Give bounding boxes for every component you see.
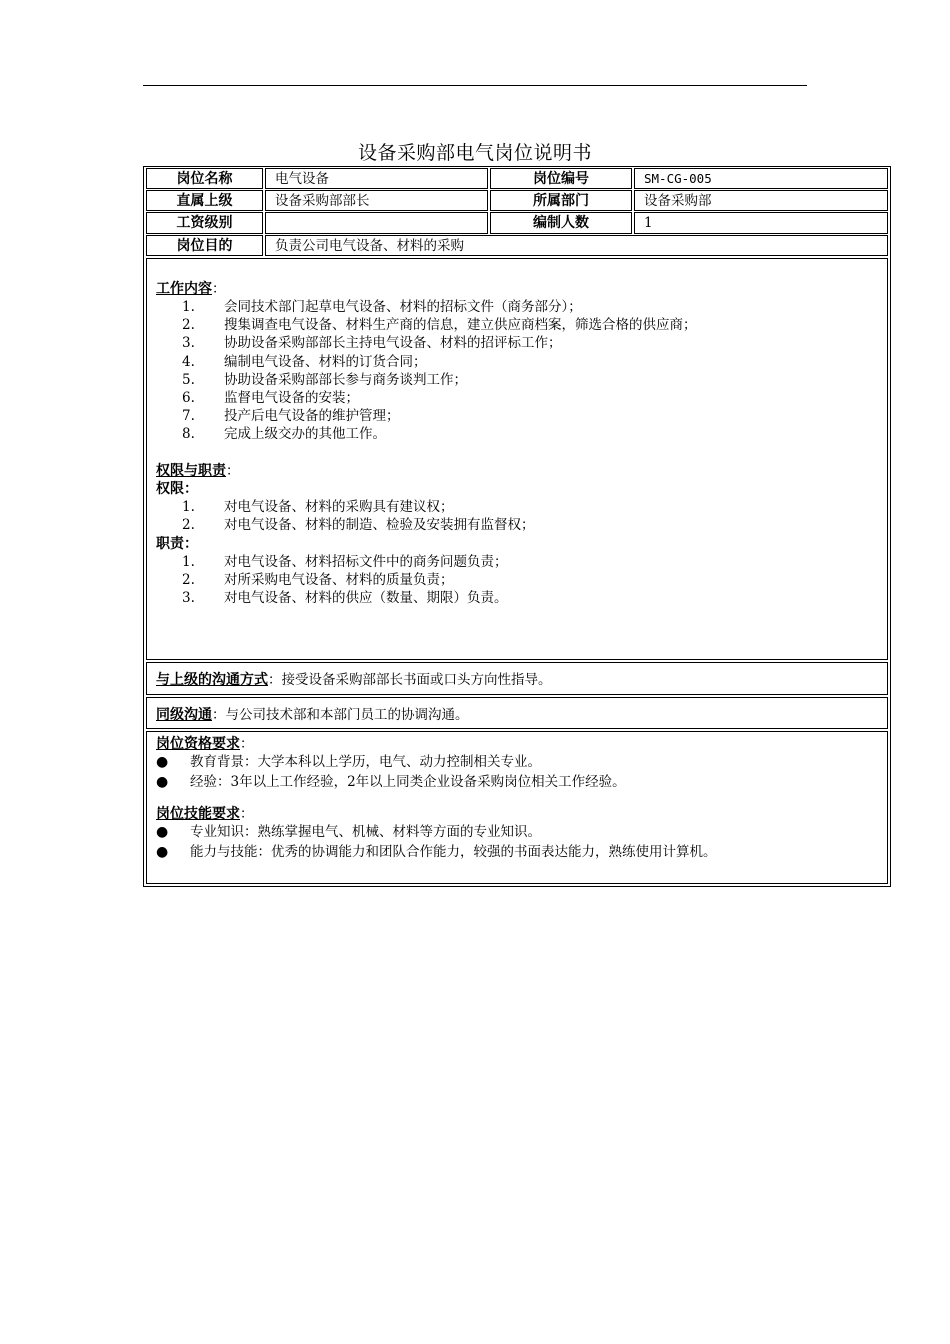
header-rule [143, 85, 807, 86]
rights-item [182, 498, 454, 516]
skill-item [156, 822, 541, 842]
work-item-number: 6. [182, 390, 195, 406]
duties-item-text: 对电气设备、材料招标文件中的商务问题负责； [224, 554, 508, 570]
work-item [182, 389, 359, 407]
work-item-text: 监督电气设备的安装； [224, 390, 359, 406]
duties-label: 职责： [156, 536, 198, 552]
bullet-icon: ● [156, 843, 169, 860]
rights-item-number: 1. [182, 499, 195, 515]
work-item-text: 协助设备采购部部长主持电气设备、材料的招评标工作； [224, 335, 562, 352]
qualification-item-text: 教育背景：大学本科以上学历，电气、动力控制相关专业。 [190, 754, 541, 770]
comm-up-heading: 与上级的沟通方式 [156, 672, 268, 688]
position-name-label: 岗位名称 [146, 168, 263, 189]
duties-item [182, 571, 454, 589]
position-code-value: SM-CG-005 [634, 168, 888, 189]
position-name-value: 电气设备 [265, 168, 488, 189]
work-item-text: 完成上级交办的其他工作。 [224, 426, 386, 443]
duties-item [182, 589, 508, 607]
duties-item-number: 3. [182, 590, 195, 606]
work-section [146, 258, 888, 660]
work-item-number: 7. [182, 408, 195, 425]
comm-peer-section [146, 697, 888, 729]
department-label: 所属部门 [490, 190, 632, 211]
qualifications-heading: 岗位资格要求 [156, 736, 240, 752]
comm-peer-text: ：与公司技术部和本部门员工的协调沟通。 [212, 707, 469, 723]
duties-item-number: 2. [182, 572, 195, 588]
work-item-text: 搜集调查电气设备、材料生产商的信息，建立供应商档案，筛选合格的供应商； [224, 317, 697, 334]
skill-item-text: 专业知识：熟练掌握电气、机械、材料等方面的专业知识。 [190, 824, 541, 840]
headcount-value: 1 [634, 212, 888, 234]
work-item-text: 会同技术部门起草电气设备、材料的招标文件（商务部分）； [224, 299, 582, 315]
duties-item-text: 对电气设备、材料的供应（数量、期限）负责。 [224, 590, 508, 606]
work-item-number: 5. [182, 371, 195, 388]
qualifications-heading-colon: ： [240, 736, 254, 752]
work-heading-colon: ： [212, 281, 226, 297]
headcount-label: 编制人数 [490, 212, 632, 234]
work-heading: 工作内容 [156, 281, 212, 297]
authority-heading-colon: ： [226, 463, 240, 479]
document-title: 设备采购部电气岗位说明书 [357, 142, 592, 164]
work-item [182, 353, 427, 371]
qualification-item [156, 772, 626, 792]
duties-item-number: 1. [182, 554, 195, 570]
skills-heading-line [156, 804, 254, 824]
skill-item-text: 能力与技能：优秀的协调能力和团队合作能力，较强的书面表达能力，熟练使用计算机。 [190, 843, 717, 860]
work-item [182, 407, 400, 425]
work-item-text: 编制电气设备、材料的订货合同； [224, 353, 427, 370]
comm-up-text: ：接受设备采购部部长书面或口头方向性指导。 [268, 672, 552, 688]
rights-item-number: 2. [182, 517, 195, 533]
work-heading-line [156, 280, 226, 298]
work-item [182, 298, 582, 316]
comm-up-section [146, 662, 888, 695]
bullet-icon: ● [156, 773, 169, 790]
qualification-item [156, 752, 541, 772]
purpose-label: 岗位目的 [146, 235, 263, 256]
comm-peer-heading: 同级沟通 [156, 707, 212, 723]
skills-heading-colon: ： [240, 806, 254, 822]
skill-item [156, 842, 717, 862]
rights-item-text: 对电气设备、材料的采购具有建议权； [224, 499, 454, 515]
work-item [182, 334, 562, 352]
duties-item [182, 553, 508, 571]
work-item-text: 投产后电气设备的维护管理； [224, 408, 400, 425]
purpose-value: 负责公司电气设备、材料的采购 [265, 235, 888, 256]
requirements-section [146, 731, 888, 884]
work-item-number: 1. [182, 299, 195, 315]
qualifications-heading-line [156, 734, 254, 754]
superior-value: 设备采购部部长 [265, 190, 488, 211]
rights-label: 权限： [156, 481, 198, 497]
work-item-number: 8. [182, 426, 195, 443]
work-item-number: 3. [182, 335, 195, 352]
superior-label: 直属上级 [146, 190, 263, 211]
work-item [182, 425, 386, 443]
bullet-icon: ● [156, 824, 169, 840]
work-item-number: 4. [182, 353, 195, 370]
authority-heading: 权限与职责 [156, 463, 226, 479]
position-code-label: 岗位编号 [490, 168, 632, 189]
bullet-icon: ● [156, 754, 169, 770]
work-item-text: 协助设备采购部部长参与商务谈判工作； [224, 371, 467, 388]
work-item [182, 371, 467, 389]
rights-item [182, 516, 535, 534]
salary-label: 工资级别 [146, 212, 263, 234]
work-item [182, 316, 697, 334]
authority-heading-line [156, 462, 240, 480]
qualification-item-text: 经验：3年以上工作经验，2年以上同类企业设备采购岗位相关工作经验。 [190, 773, 626, 790]
salary-value [265, 212, 488, 234]
skills-heading: 岗位技能要求 [156, 806, 240, 822]
department-value: 设备采购部 [634, 190, 888, 211]
duties-item-text: 对所采购电气设备、材料的质量负责； [224, 572, 454, 588]
comm-up-line [156, 670, 552, 690]
work-item-number: 2. [182, 317, 195, 334]
rights-item-text: 对电气设备、材料的制造、检验及安装拥有监督权； [224, 517, 535, 533]
comm-peer-line [156, 705, 469, 725]
